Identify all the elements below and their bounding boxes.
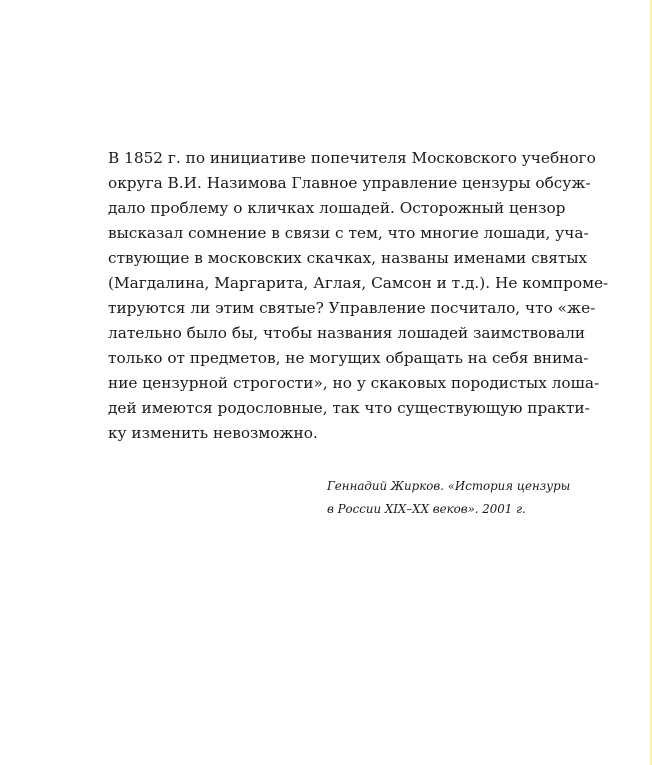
epigraph-line: лательно было бы, чтобы названия лошадей заимствовали	[108, 324, 586, 342]
epigraph-line: ствующие в московских скачках, названы именами святых	[108, 249, 588, 267]
attribution-line: Геннадий Жирков. «История цензуры	[327, 479, 571, 493]
epigraph-line: ку изменить невозможно.	[108, 424, 318, 442]
epigraph-line: дей имеются родословные, так что существующую практи-	[108, 399, 590, 417]
epigraph-line: округа В.И. Назимова Главное управление цензуры обсуж-	[108, 174, 591, 192]
epigraph-line: дало проблему о кличках лошадей. Осторожный цензор	[108, 199, 566, 217]
epigraph-line: ние цензурной строгости», но у скаковых породистых лоша-	[108, 374, 600, 392]
attribution-line: в России XIX–XX веков». 2001 г.	[327, 502, 526, 516]
attribution	[327, 475, 571, 521]
epigraph-line: высказал сомнение в связи с тем, что многие лошади, уча-	[108, 224, 589, 242]
epigraph-line: только от предметов, не могущих обращать на себя внима-	[108, 349, 589, 367]
epigraph-line: (Магдалина, Маргарита, Аглая, Самсон и т.д.). Не компроме-	[108, 274, 609, 292]
epigraph-line: В 1852 г. по инициативе попечителя Московского учебного	[108, 149, 596, 167]
epigraph-text	[108, 146, 609, 446]
epigraph-line: тируются ли этим святые? Управление посчитало, что «же-	[108, 299, 596, 317]
